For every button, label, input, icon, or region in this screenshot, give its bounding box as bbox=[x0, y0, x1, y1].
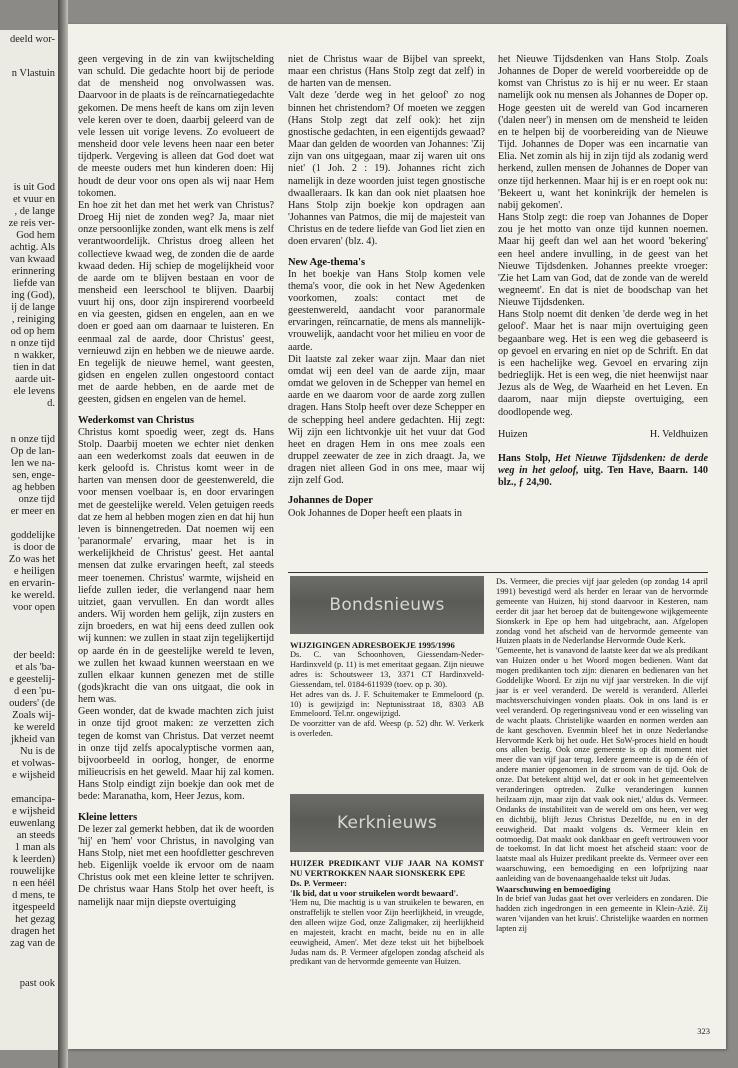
previous-page-text-fragment: 1 man als bbox=[14, 842, 55, 853]
section-heading-waarschuwing: Waarschuwing en bemoediging bbox=[496, 884, 611, 895]
kerknieuws-continued bbox=[496, 577, 708, 934]
previous-page-text-fragment: e geestelij- bbox=[9, 674, 55, 685]
previous-page-text-fragment: onze tijd bbox=[18, 494, 55, 505]
article-column-2 bbox=[288, 54, 485, 520]
previous-page-text-fragment: et als 'ba- bbox=[15, 662, 55, 673]
previous-page-text-fragment: n onze tijd bbox=[10, 434, 55, 445]
previous-page-text-fragment: n wakker, bbox=[14, 350, 55, 361]
previous-page-text-fragment: zag van de bbox=[10, 938, 55, 949]
paragraph: het Nieuwe Tijdsdenken van Hans Stolp. Zoals Johannes de Doper de wereld voorbereidde op de komst van Christus zo is hij er nu weer. Er staan namelijk ook nu mensen als Johannes de Doper op. Hoge geesten uit de wereld van God incarneren ('dalen neer') in mensen om de mensheid te leiden en te helpen bij de voorbereiding van de Nieuwe Tijd. Johannes de Doper was een incarnatie van Elia. Net zomin als hij in zijn tijd als zodanig werd herkend, zullen mensen de Johannes de Doper van onze tijd herkennen. Maar hij is er en roept ook nu: 'Bekeert u, want het koninkrijk der hemelen is nabij gekomen'. bbox=[498, 54, 708, 211]
paragraph: Ds. C. van Schoonhoven, Giessendam-Neder-Hardinxveld (p. 11) is met emeritaat gegaan. Zijn nieuwe adres is: Schoutsweer 13, 3371 CT Hardinxveld-Giessendam, tel. 0184-611939 (toev. op p. 30). bbox=[290, 650, 484, 689]
paragraph: 'Gemeente, het is vanavond de laatste keer dat we als predikant van Huizen onder u het Woord mogen bedienen. Want dat mogen predikanten toch zijn: dienaren en bedienaren van het Goddelijke Woord. Er zijn nu vijf jaar verstreken. In die vijf jaar is er veel veranderd. De wereld is veranderd. Allerlei machtsverschuivingen vonden plaats. Ook in ons land is er veel veranderd. Op regeringsniveau vond er een wisseling van de wacht plaats. Christelijke waarden en normen werden aan de kant geschoven. Evenmin bleef het in onze Nederlandse Hervormde Kerk bij het oude. Het SoW-proces hield en houdt ons allen bezig. Ook onze gemeente is op dit moment niet meer die van vijf jaar terug. Iedere gemeente is op de één of andere manier opgenomen in de stroom van de tijd. Ook de onze. Dat betekent altijd wel, dat er ook in het gemeentelven veranderingen optreden. Zulke veranderingen kunnen heilzaam zijn, maar zijn dat vaak ook niet,' aldus ds. Vermeer. Ondanks de instabiliteit van de wereld om ons heen, ver weg en dichtbij, blijft Jezus Christus Dezelfde, nu en in der eeuwigheid. Dat maakt volgens ds. Vermeer klein en ootmoedig. Dat maakt ook dankbaar en geeft vertrouwen voor de toekomst. In dat licht moest het afscheid staan: voor de laatste maal als Huizer predikant preekte ds. Vermeer over een waarschuwing, een bemoediging en een lofprijzing naar aanleiding van de bovenaangehaalde tekst uit Judas. bbox=[496, 646, 708, 884]
previous-page-text-fragment: Zoals wij- bbox=[12, 710, 55, 721]
previous-page-text-fragment: ke wereld. bbox=[11, 590, 55, 601]
paragraph: Ds. Vermeer, die precies vijf jaar geleden (op zondag 14 april 1991) bevestigd werd als herder en leraar van de hervormde gemeente van Huizen, hij stond daarvoor in Kesteren, nam eerder dit jaar het beroep dat de buitengewone wijkgemeente Sionskerk in Epe op hem had uitgebracht, aan. Afgelopen zondag vond het afscheid van de hervormde gemeente van Huizen plaats in de Nederlandse Hervormde Oude Kerk. bbox=[496, 577, 708, 646]
signature-place: Huizen bbox=[498, 428, 528, 440]
previous-page-text-fragment: an steeds bbox=[16, 830, 55, 841]
previous-page-text-fragment: e wijsheid bbox=[12, 770, 55, 781]
previous-page-text-fragment: n onze tijd bbox=[10, 338, 55, 349]
previous-page-text-fragment: d. bbox=[47, 398, 55, 409]
previous-page-text-fragment: der beeld: bbox=[13, 650, 55, 661]
paragraph: niet de Christus waar de Bijbel van spreekt, maar een christus (Hans Stolp zegt dat zelf) in de harten van de mensen. bbox=[288, 54, 485, 90]
paragraph: De voorzitter van de afd. Weesp (p. 52) dhr. W. Verkerk is overleden. bbox=[290, 719, 484, 739]
paragraph: Ook Johannes de Doper heeft een plaats in bbox=[288, 507, 462, 519]
previous-page-text-fragment: van kwaad bbox=[9, 254, 55, 265]
previous-page-text-fragment: en ervarin- bbox=[9, 578, 55, 589]
previous-page-text-fragment: emancipa- bbox=[11, 794, 55, 805]
signature-line bbox=[498, 429, 708, 441]
previous-page-text-fragment: Op de lan- bbox=[10, 446, 55, 457]
book-author: Hans Stolp, bbox=[498, 452, 551, 464]
paragraph: Hans Stolp zegt: die roep van Johannes de Doper zou je het motto van onze tijd kunnen noemen. Maar hij geeft dan wel aan het woord 'bekering' een heel andere invulling, in de geest van het Nieuwe Tijdsdenken. Johannes preekte vroeger: 'Zie het Lam van God, dat de zonde van de wereld wegneemt'. En dat is niet de boodschap van het Nieuwe Tijdsdenken. bbox=[498, 212, 708, 309]
bondsnieuws-title: Bondsnieuws bbox=[329, 595, 445, 615]
previous-page-text-fragment: er meer en bbox=[10, 506, 55, 517]
previous-page-text-fragment: n Vlastuin bbox=[11, 68, 55, 79]
previous-page-text-fragment: od op hem bbox=[10, 326, 55, 337]
previous-page-text-fragment: erinnering bbox=[11, 266, 55, 277]
previous-page-text-fragment: itgespeeld bbox=[12, 902, 55, 913]
previous-page-strip bbox=[0, 30, 58, 1050]
previous-page-text-fragment: sen, enge- bbox=[12, 470, 55, 481]
previous-page-text-fragment: d een 'pu- bbox=[14, 686, 55, 697]
previous-page-text-fragment: God hem bbox=[16, 230, 55, 241]
previous-page-text-fragment: ing (God), bbox=[11, 290, 55, 301]
bondsnieuws-block bbox=[290, 640, 484, 739]
section-heading-johannes: Johannes de Doper bbox=[288, 495, 373, 507]
paragraph: 'Hem nu, Die machtig is u van struikelen te bewaren, en onstraffelijk te stellen voor Zijn heerlijkheid, in vreugde, den alleen wijze God, onze Zaligmaker, zij heerlijkheid en majesteit, kracht en macht, beide nu en in alle eeuwigheid, Amen'. Met deze tekst uit het bijbelboek Judas nam ds. P. Vermeer afgelopen zondag afscheid als predikant van de hervormde gemeente van Huizen. bbox=[290, 898, 484, 967]
page-number: 323 bbox=[697, 1026, 710, 1036]
previous-page-text-fragment: ze reis ver- bbox=[8, 218, 55, 229]
magazine-page bbox=[68, 24, 726, 1049]
section-heading-new-age: New Age-thema's bbox=[288, 256, 366, 268]
paragraph: Geen wonder, dat de kwade machten zich juist in onze tijd groot maken: ze verzetten zich tegen de komst van Christus. Dat verzet neemt in onze tijd zelfs apocalyptische vormen aan, bijvoorbeeld in oorlog, honger, de enorme milieucrisis en het geweld. Maar hij zal komen. Hans Stolp eindigt zijn boekje dan ook met de bede: Maranatha, kom, Heer Jezus, kom. bbox=[78, 706, 274, 803]
previous-page-text-fragment: achtig. Als bbox=[10, 242, 55, 253]
previous-page-text-fragment: het gezag bbox=[15, 914, 55, 925]
previous-page-text-fragment: e wijsheid bbox=[12, 806, 55, 817]
previous-page-text-fragment: goddelijke bbox=[10, 530, 55, 541]
previous-page-text-fragment: ele levens bbox=[13, 386, 55, 397]
previous-page-text-fragment: tien in dat bbox=[13, 362, 55, 373]
paragraph: Het adres van ds. J. F. Schuitemaker te Emmeloord (p. 10) is gewijzigd in: Neptunisstraat 18, 8303 AB Emmeloord. Tel.nr. ongewijzigd. bbox=[290, 689, 484, 719]
kerknieuws-banner bbox=[290, 794, 484, 852]
book-reference bbox=[498, 453, 708, 489]
section-heading-wederkomst: Wederkomst van Christus bbox=[78, 414, 195, 426]
kerknieuws-heading: HUIZER PREDIKANT VIJF JAAR NA KOMST NU VERTROKKEN NAAR SIONSKERK EPE bbox=[290, 858, 484, 878]
previous-page-text-fragment: ag hebben bbox=[12, 482, 55, 493]
previous-page-text-fragment: ij de lange bbox=[11, 302, 55, 313]
previous-page-text-fragment: is door de bbox=[13, 542, 55, 553]
previous-page-text-fragment: jkheid van bbox=[10, 734, 55, 745]
previous-page-text-fragment: voor open bbox=[12, 602, 55, 613]
article-column-1 bbox=[78, 54, 274, 909]
previous-page-text-fragment: , reiniging bbox=[11, 314, 55, 325]
previous-page-text-fragment: k leerden) bbox=[12, 854, 55, 865]
previous-page-text-fragment: rouwelijke bbox=[10, 866, 55, 877]
paragraph: In het boekje van Hans Stolp komen vele thema's voor, die ook in het New Agedenken voorkomen, zoals: contact met de geestenwereld, aandacht voor paranormale ervaringen, reïncarnatie, de mens als mannelijk-vrouwelijk, aandacht voor het milieu en voor de aarde. bbox=[288, 268, 485, 353]
previous-page-text-fragment: e heiligen bbox=[13, 566, 55, 577]
book-title: Het Nieuwe Tijdsdenken: de derde weg in het geloof, bbox=[498, 452, 708, 476]
previous-page-text-fragment: ke wereld bbox=[13, 722, 55, 733]
bondsnieuws-heading: WIJZIGINGEN ADRESBOEKJE 1995/1996 bbox=[290, 640, 455, 650]
paragraph: Valt deze 'derde weg in het geloof' zo nog binnen het christendom? Of moeten we zeggen (Hans Stolp zegt dat zelf ook): het zijn gnostische gedachten, in een eigentijds gewaad? Maar dan gelden de woorden van Johannes: 'Zij zijn van ons uitgegaan, maar zij waren uit ons niet' (1 Joh. 2 : 19). Johannes richt zich namelijk in deze woorden juist tegen gnostische dwaalleraars. Ik kan dan ook niet plaatsen hoe Hans Stolp zijn boekje kon opdragen aan 'Johannes van Patmos, die mij de majesteit van Christus en de tedere liefde van God liet zien en doen ervaren' (blz. 4). bbox=[288, 90, 485, 248]
previous-page-text-fragment: n een héél bbox=[12, 878, 55, 889]
paragraph: In de brief van Judas gaat het over verleiders en zondaren. Die hadden zich ingedrongen in een gemeente in Klein-Azië. Zij waren 'vijanden van het kruis'. Christelijke waarden en normen lapten zij bbox=[496, 894, 708, 933]
previous-page-text-fragment: deeld wor- bbox=[10, 34, 55, 45]
article-column-3 bbox=[498, 54, 708, 489]
kerknieuws-subheading: Ds. P. Vermeer: bbox=[290, 878, 347, 888]
kerknieuws-title: Kerknieuws bbox=[336, 813, 438, 833]
previous-page-text-fragment: dragen het bbox=[10, 926, 55, 937]
previous-page-text-fragment: Nu is de bbox=[20, 746, 55, 757]
signature-author: H. Veldhuizen bbox=[649, 428, 708, 440]
section-heading-kleine-letters: Kleine letters bbox=[78, 811, 138, 823]
previous-page-text-fragment: past ook bbox=[19, 978, 55, 989]
paragraph: geen vergeving in de zin van kwijtschelding van schuld. Die gedachte hoort bij de periode dat de mensheid nog onvolwassen was. Daarvoor in de plaats is de reïncarnatiegedachte gekomen. De mens heeft de kans om zijn leven vele keren over te doen, daarbij geleerd van de vele lessen uit vorige levens. Zo evolueert de mensheid door vele levens heen naar een beter tijdperk. Vergeving is alleen dat God doet wat de meeste ouders met hun kinderen doen: Hij houdt de deur voor ons open als wij naar Hem tokomen. bbox=[78, 54, 274, 199]
paragraph: Dit laatste zal zeker waar zijn. Maar dan niet omdat wij een deel van de aarde zijn, maar omdat we geloven in de Schepper van hemel en aarde en we daarom voor de aarde zorg zullen dragen. Hans Stolp heeft over deze Schepper en de schepping heel andere gedachten. Hij zegt: Wij zijn een lichtvonkje uit het vuur dat God heet en dragen Hem in ons mee zoals een druppel zeewater de zee in zich draagt. Ja, we dragen niet alleen God in ons mee, maar wij zijn zelf God. bbox=[288, 353, 485, 487]
previous-page-text-fragment: liefde van bbox=[13, 278, 55, 289]
previous-page-text-fragment: is uit God bbox=[13, 182, 55, 193]
paragraph: Christus komt spoedig weer, zegt ds. Hans Stolp. Daarbij moeten we echter niet denken aan een wederkomst zoals dat eeuwen in de kerk geloofd is. Christus komt weer in de harten van mensen door de geestenwereld, die voor mensen voelbaar is, en door ervaringen met de geestelijke wereld. Velen getuigen reeds dat ze hem al hebben mogen zien en dat hij hun leven is binnengetreden. Dat noemen wij een 'paranormale' ervaring, maar het is in werkelijkheid de Christus' geest. Het aantal mensen dat zulke ervaringen heeft, zal steeds meer toenemen. Christus' warmte, wijsheid en liefde zullen ieder, die verlangend naar hem uitziet, gaan vervullen. En dan wordt alles anders. Wij worden hem gelijk, zijn zusters en zijn broeders, en wat hij eens deed zullen ook wij kunnen: we zullen in staat zijn tegelijkertijd op aarde én in de geestelijke wereld te leven, we zullen het kwaad kunnen weerstaan en we zullen elkaar kunnen genezen met de stille (gods)kracht die van ons uitgaat, die ook in hem was. bbox=[78, 426, 274, 706]
previous-page-text-fragment: ouders' (de bbox=[9, 698, 55, 709]
previous-page-text-fragment: et vuur en bbox=[13, 194, 55, 205]
kerknieuws-block bbox=[290, 858, 484, 967]
previous-page-text-fragment: len we na- bbox=[11, 458, 55, 469]
previous-page-text-fragment: , de lange bbox=[14, 206, 55, 217]
previous-page-text-fragment: et volwas- bbox=[11, 758, 55, 769]
previous-page-text-fragment: Zo was het bbox=[8, 554, 55, 565]
paragraph: De lezer zal gemerkt hebben, dat ik de woorden 'hij' en 'hem' voor Christus, in navolging van Hans Stolp, niet met een hoofdletter geschreven heb. Eigenlijk voelde ik ervoor om de naam Christus ook met een kleine letter te schrijven. De christus waar Hans Stolp het over heeft, is namelijk naar mijn diepste overtuiging bbox=[78, 823, 274, 908]
previous-page-text-fragment: d mens, te bbox=[12, 890, 55, 901]
section-divider bbox=[288, 572, 708, 573]
previous-page-text-fragment: aarde uit- bbox=[15, 374, 55, 385]
book-publisher: uitg. Ten Have, Baarn. 140 blz., ƒ 24,90. bbox=[498, 465, 708, 489]
paragraph: En hoe zit het dan met het werk van Christus? Droeg Hij niet de zonden weg? Ja, maar niet onze persoonlijke zonden, want elk mens is zelf verantwoordelijk. Christus droeg alleen het collectieve kwaad weg, de zonden die de aarde kwaad deden. Hij schiep de mogelijkheid voor de aarde om te blijven bestaan en voor de mensheid een leerschool te blijven. Daarbij vuurt hij ons, door zijn inspirerend voorbeeld en via geesten, gidsen en engelen, aan en we doen er goed aan om daarnaar te luisteren. En eenmaal zal de aarde, door Christus' geest, vernieuwd zijn en hebben we de nieuwe aarde. En tegelijk de nieuwe hemel, want geesten, gidsen en engelen zullen ongestoord contact met de aarde hebben, en de aarde met de geesten, gidsen en engelen van de hemel. bbox=[78, 199, 274, 406]
previous-page-text-fragment: euwenlang bbox=[9, 818, 55, 829]
kerknieuws-quote: 'Ik bid, dat u voor struikelen wordt bewaard'. bbox=[290, 888, 459, 898]
book-spine-shadow bbox=[58, 0, 68, 1068]
paragraph: Hans Stolp noemt dit denken 'de derde weg in het geloof'. Maar het is naar mijn overtuiging geen begaanbare weg. Het is een weg die gebaseerd is op gevoel en ervaring en niet op de Schrift. En dat is een hachelijke weg. Gevoel en ervaring zijn bedrieglijk. Het is een weg, die niet heenwijst naar Jezus als de Weg, de Waarheid en het Leven. En daarom, naar mijn diepste overtuiging, een doodlopende weg. bbox=[498, 309, 708, 418]
bondsnieuws-banner bbox=[290, 576, 484, 634]
